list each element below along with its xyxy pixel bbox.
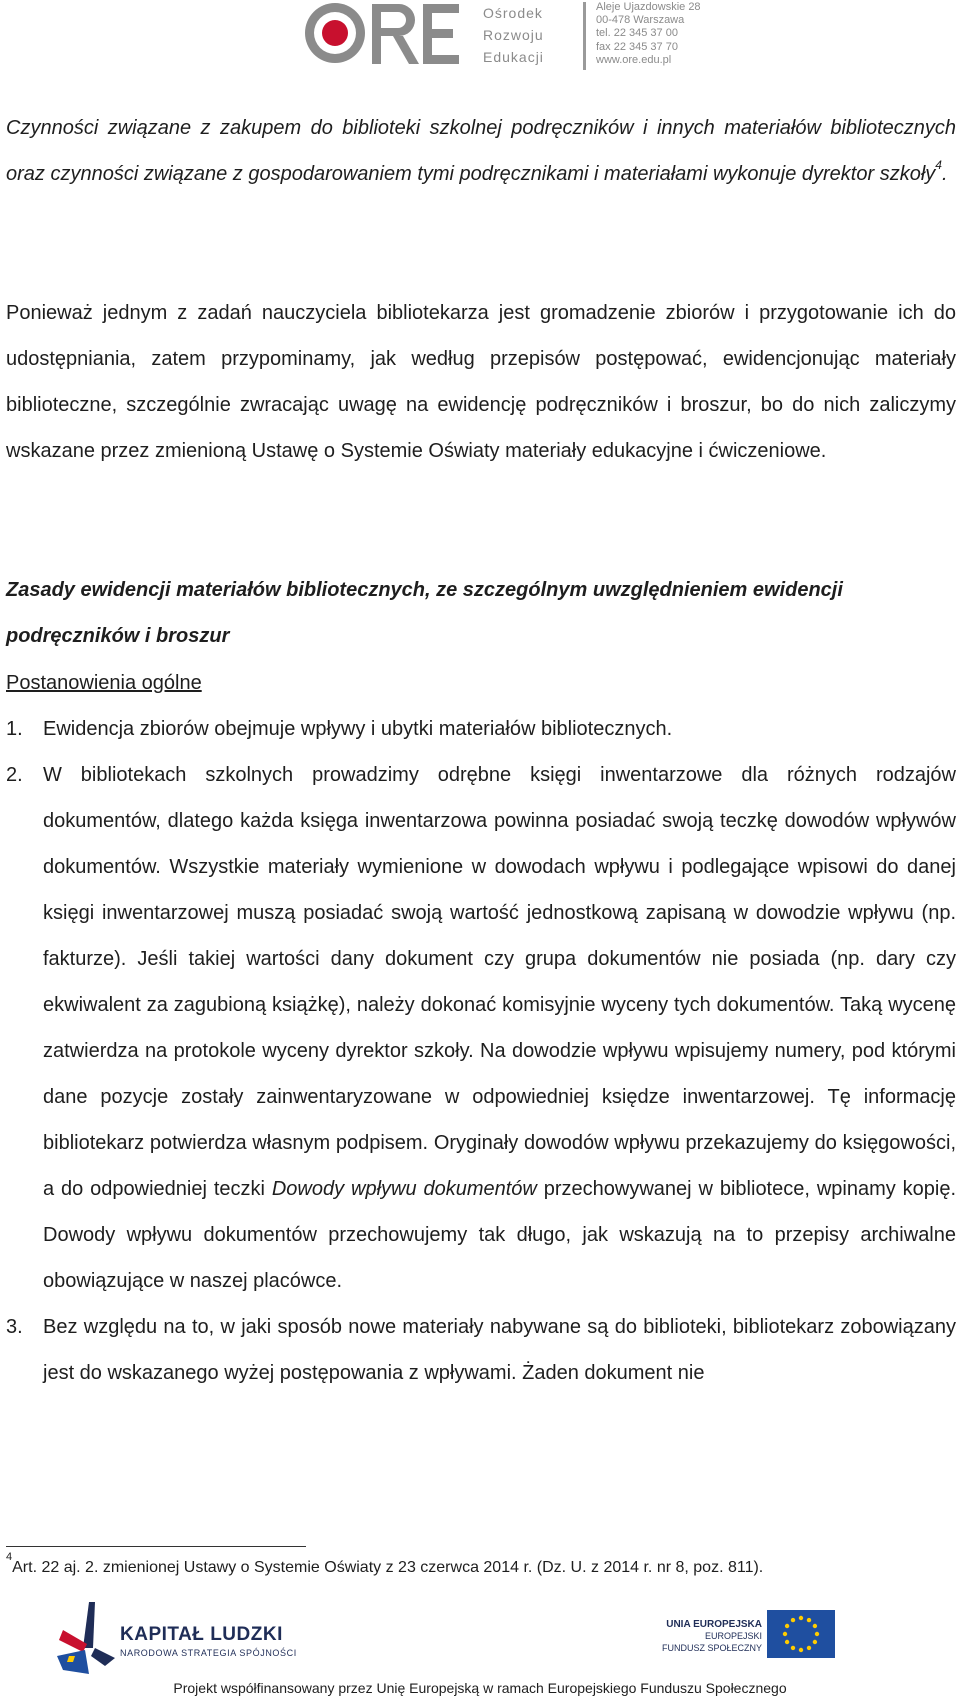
ore-name-line: Edukacji — [483, 49, 544, 65]
list-item — [6, 752, 956, 1304]
kapital-ludzki-logo-icon — [55, 1600, 125, 1678]
list-item-text: Ewidencja zbiorów obejmuje wpływy i ubytki materiałów bibliotecznych. — [43, 718, 673, 740]
kl-title: KAPITAŁ LUDZKI — [120, 1624, 283, 1645]
folder-name: Dowody wpływu dokumentów — [271, 1178, 537, 1200]
list-item-number: 3. — [6, 1316, 23, 1338]
address-line: tel. 22 345 37 00 — [596, 27, 678, 40]
eu-line: EUROPEJSKI — [704, 1631, 762, 1641]
eu-line: FUNDUSZ SPOŁECZNY — [661, 1643, 762, 1653]
address-line: www.ore.edu.pl — [596, 53, 672, 66]
address-line: fax 22 345 37 70 — [596, 40, 678, 53]
eu-line: UNIA EUROPEJSKA — [666, 1619, 762, 1630]
ore-address — [596, 1, 701, 67]
footnote-number: 4 — [6, 1550, 13, 1563]
list-item-text: W bibliotekach szkolnych prowadzimy odrębne księgi inwentarzowe dla różnych rodzajów dokumentów, dlatego każda księga inwentarzowa powinna posiadać swoją teczkę dowodów wpływów dokumentów. Wszystkie materiały wymienione w dowodach wpływu i podlegające wpisowi do danej księgi inwentarzowej muszą posiadać swoją wartość jednostkową zapisaną w dowodzie wpływu (np. fakturze). Jeśli takiej wartości dany dokument czy grupa dokumentów nie posiada (np. dary czy ekwiwalent za zagubioną książkę), należy dokonać komisyjnie wyceny tych dokumentów. Taką wycenę zatwierdza na protokole wyceny dyrektor szkoły. Na dowodzie wpływu wpisujemy numery, pod którymi dane pozycje zostały zainwentaryzowane w odpowiedniej księdze inwentarzowej. Tę informację bibliotekarz potwierdza własnym podpisem. Oryginały dowodów wpływu przekazujemy do księgowości, a do odpowiedniej teczki — [43, 764, 956, 1200]
eu-text — [600, 1619, 762, 1654]
intro-paragraph — [6, 105, 956, 197]
section-heading: Zasady ewidencji materiałów bibliotecznych, ze szczególnym uwzględnieniem ewidencji podręczników i broszur — [6, 579, 843, 647]
ore-logo — [300, 0, 470, 72]
intro-text: Czynności związane z zakupem do biblioteki szkolnej podręczników i innych materiałów bibliotecznych oraz czynności związane z gospodarowaniem tymi podręcznikami i materiałami wykonuje dyrektor szkoły — [6, 117, 956, 185]
list-item-text-cont: przechowywanej w bibliotece, wpinamy kopię. Dowody wpływu dokumentów przechowujemy tak długo, jak wskazują na to przepisy archiwalne obowiązujące w naszej placówce. — [43, 1178, 957, 1292]
address-line: Aleje Ujazdowskie 28 — [596, 1, 701, 13]
ore-name — [483, 2, 544, 68]
ore-name-line: Ośrodek — [483, 5, 543, 21]
footnote-separator — [6, 1546, 306, 1547]
project-funding-note: Projekt współfinansowany przez Unię Europejską w ramach Europejskiego Funduszu Społecznego — [173, 1680, 787, 1696]
eu-flag-icon — [767, 1610, 835, 1658]
footnote-ref[interactable]: 4 — [935, 158, 942, 173]
page-header — [300, 0, 740, 72]
list-item-number: 2. — [6, 764, 23, 786]
body-paragraph: Ponieważ jednym z zadań nauczyciela bibliotekarza jest gromadzenie zbiorów i przygotowanie ich do udostępniania, zatem przypominamy, jak według przepisów postępować, ewidencjonując materiały biblioteczne, szczególnie zwracając uwagę na ewidencję podręczników i broszur, bo do nich zaliczymy wskazane przez zmienioną Ustawę o Systemie Oświaty materiały edukacyjne i ćwiczeniowe. — [6, 302, 956, 462]
header-divider — [583, 2, 586, 70]
list-item-number: 1. — [6, 718, 23, 740]
section-subheading: Postanowienia ogólne — [6, 672, 202, 694]
kl-subtitle: NARODOWA STRATEGIA SPÓJNOŚCI — [120, 1648, 297, 1658]
list-item-text: Bez względu na to, w jaki sposób nowe materiały nabywane są do biblioteki, bibliotekarz zobowiązany jest do wskazanego wyżej postępowania z wpływami. Żaden dokument nie — [43, 1316, 956, 1384]
intro-end: . — [941, 163, 948, 185]
address-line: 00-478 Warszawa — [596, 14, 685, 27]
ore-name-line: Rozwoju — [483, 27, 544, 43]
kapital-ludzki-text — [120, 1624, 297, 1658]
rules-list — [6, 706, 956, 1396]
footnote-text: Art. 22 aj. 2. zmienionej Ustawy o Systemie Oświaty z 23 czerwca 2014 r. (Dz. U. z 2014 r. nr 8, poz. 811). — [12, 1559, 764, 1576]
list-item — [6, 706, 956, 752]
footnote — [6, 1550, 764, 1578]
list-item — [6, 1304, 956, 1396]
